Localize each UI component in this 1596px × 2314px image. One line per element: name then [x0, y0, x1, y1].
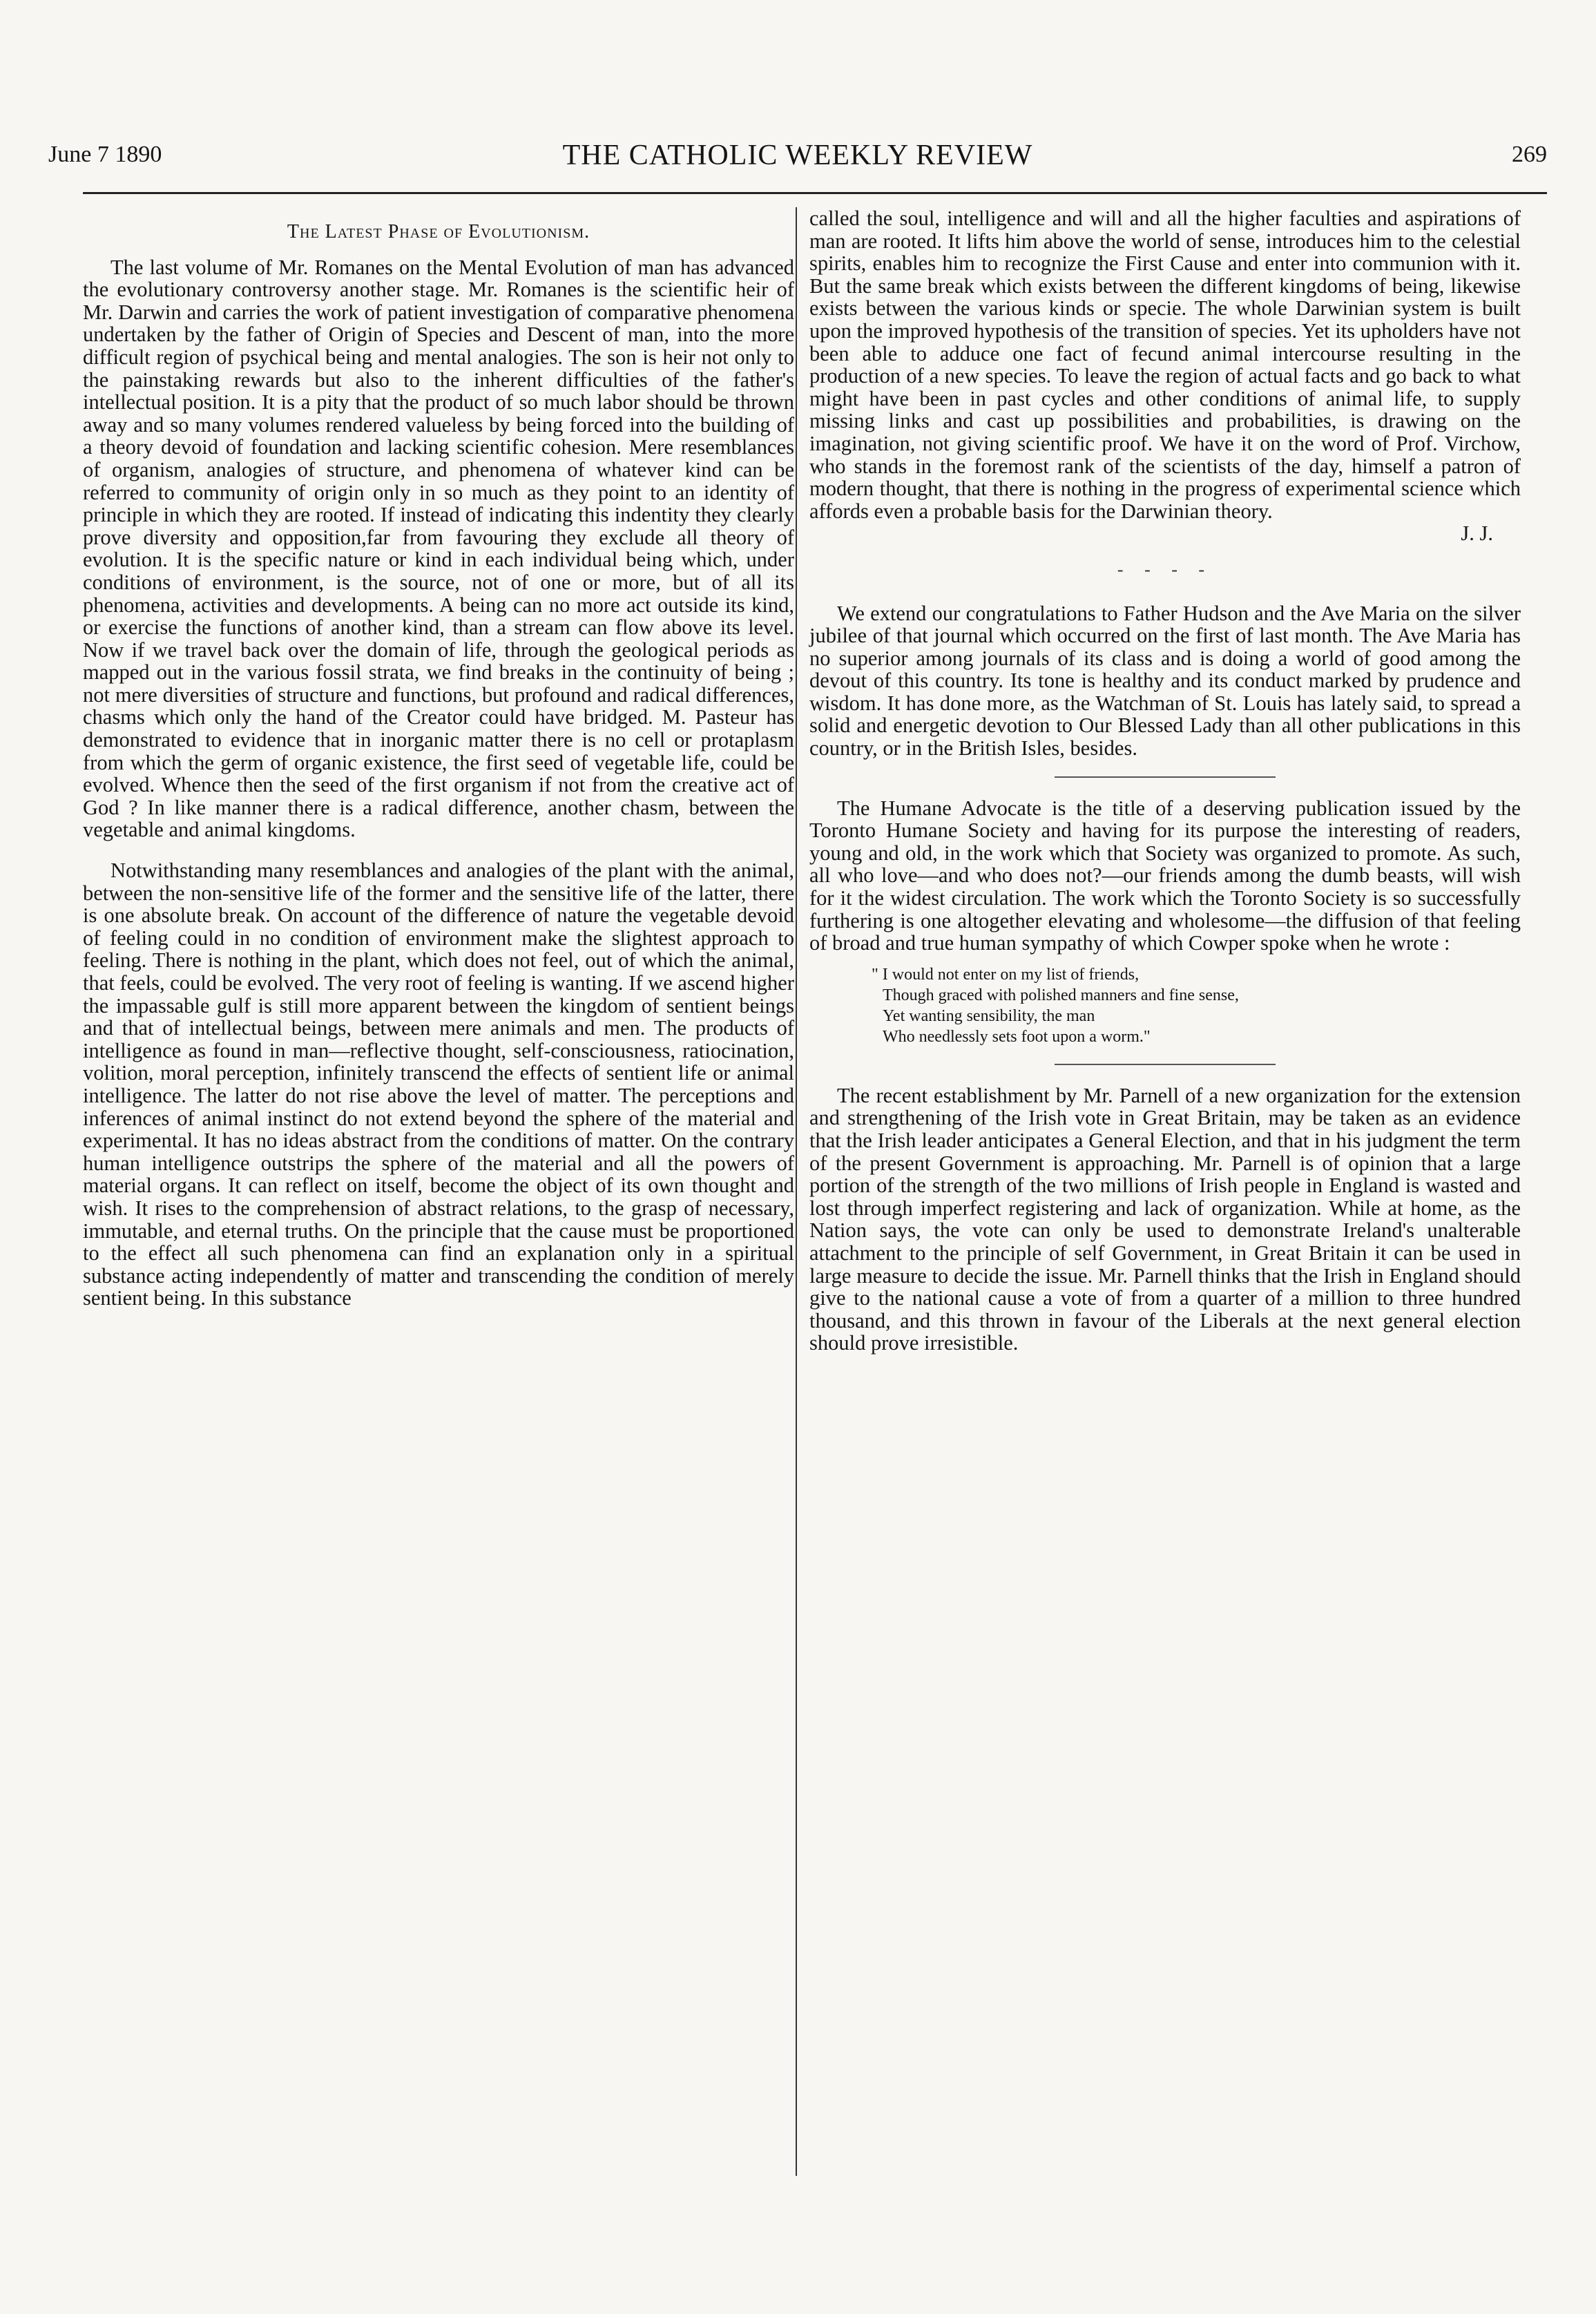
poem-line: Yet wanting sensibility, the man: [883, 1006, 1095, 1025]
article-paragraph: The last volume of Mr. Romanes on the Mental Evolution of man has advanced the evolutionary controversy another stage. Mr. Romanes is the scientific heir of Mr. Darwin and carries the work of patient investigation of comparative phenomena undertaken by the father of Origin of Species and Descent of man, into the more difficult region of psychical being and mental analogies. The son is heir not only to the painstaking rewards but also to the inherent difficulties of the father's intellectual position. It is a pity that the product of so much labor should be thrown away and so many volumes rendered valueless by being forced into the building of a theory devoid of foundation and lacking scientific cohesion. Mere resemblances of organism, analogies of structure, and phenomena of whatever kind can be referred to community of origin only in so much as they point to an identity of principle in which they are rooted. If instead of indicating this indentity they clearly prove diversity and opposition,far from favouring they exclude all theory of evolution. It is the specific nature or kind in each individual being which, under conditions of environment, is the source, not of one or more, but of all its phenomena, activities and developments. A being can no more act outside its kind, or exercise the functions of another kind, than a stream can flow above its level. Now if we travel back over the domain of life, through the geological periods as mapped out in the various fossil strata, we find breaks in the continuity of being ; not mere diversities of structure and functions, but profound and radical differences, chasms which only the hand of the Creator could have bridged. M. Pasteur has demonstrated to evidence that in inorganic matter there is no cell or protaplasm from which the germ of organic existence, the first seed of vegetable life, could be evolved. Whence then the seed of the first organism if not from the creative act of God ? In like manner there is a radical difference, another chasm, between the vegetable and animal kingdoms.: [83, 255, 794, 842]
news-item-ave-maria: We extend our congratulations to Father Hudson and the Ave Maria on the silver jubilee of that journal which occurred on the first of last month. The Ave Maria has no superior among journals of its class and is doing a world of good among the devout of this country. Its tone is healthy and its conduct marked by prudence and wisdom. It has done more, as the Watchman of St. Louis has lately said, to spread a solid and energetic devotion to Our Blessed Lady than all other publications in this country, or in the British Isles, besides.: [809, 601, 1521, 761]
article-paragraph-continued: called the soul, intelligence and will and all the higher faculties and aspirations of man are rooted. It lifts him above the world of sense, introduces him to the celestial spirits, enables him to recognize the First Cause and enter into communion with it. But the same break which exists between the different kingdoms of being, likewise exists between the various kinds or specie. The whole Darwinian system is built upon the improved hypothesis of the transition of species. Yet its upholders have not been able to adduce one fact of fecund animal intercourse resulting in the production of a new species. To leave the region of actual facts and go back to what might have been in past cycles and other conditions of animal life, to supply missing links and cast up possibilities and probabilities, is drawing on the imagination, not giving scientific proof. We have it on the word of Prof. Virchow, who stands in the foremost rank of the scientists of the day, himself a patron of modern thought, that there is nothing in the progress of experimental science which affords even a probable basis for the Darwinian theory.: [809, 207, 1521, 523]
article-title: The Latest Phase of Evolutionism.: [287, 221, 590, 242]
section-separator: - - - -: [1117, 559, 1213, 580]
article-paragraph: Notwithstanding many resemblances and analogies of the plant with the animal, between the non-sensitive life of the former and the sensitive life of the latter, there is one absolute break. On account of the difference of nature the vegetable devoid of feeling could in no condition of environment make the slightest approach to feeling. There is nothing in the plant, which does not feel, out of which the animal, that feels, could be evolved. The very root of feeling is wanting. If we ascend higher the impassable gulf is still more apparent between the kingdom of sentient beings and that of intellectual beings, between mere animals and men. The products of intelligence as found in man—reflective thought, self-consciousness, ratiocination, volition, moral perception, infinitely transcend the effects of sentient life or animal intelligence. The latter do not rise above the level of matter. The perceptions and inferences of animal instinct do not extend beyond the sphere of the material and experimental. It has no ideas abstract from the conditions of matter. On the contrary human intelligence outstrips the sphere of the material and all the powers of material organs. It can reflect on itself, become the object of its own thought and wish. It rises to the comprehension of abstract relations, to the grasp of necessary, immutable, and eternal truths. On the principle that the cause must be proportioned to the effect all such phenomena can find an explanation only in a spiritual substance acting independently of matter and transcending the condition of merely sentient being. In this substance: [83, 859, 794, 1310]
author-signature: J. J.: [1461, 522, 1493, 546]
poem-line: Who needlessly sets foot upon a worm.": [883, 1027, 1151, 1046]
poem-line: " I would not enter on my list of friends,: [872, 965, 1140, 984]
poem-line: Though graced with polished manners and fine sense,: [883, 986, 1239, 1004]
page-number: 269: [1512, 142, 1547, 167]
header-date: June 7 1890: [48, 142, 162, 167]
page-header: [48, 142, 1547, 183]
cowper-quotation: [872, 964, 1521, 1047]
column-divider: [796, 207, 797, 2176]
right-column: [809, 207, 1521, 1355]
section-divider: [1055, 1064, 1276, 1065]
header-rule: [83, 192, 1547, 194]
news-item-humane-advocate: The Humane Advocate is the title of a deserving publication issued by the Toronto Humane Society and having for its purpose the interesting of readers, young and old, in the work which that Society was organized to promote. As such, all who love—and who does not?—our friends among the dumb beasts, will wish for it the widest circulation. The work which the Toronto Society is so successfully furthering is one altogether elevating and wholesome—the diffusion of that feeling of broad and true human sympathy of which Cowper spoke when he wrote :: [809, 796, 1521, 955]
news-item-parnell: The recent establishment by Mr. Parnell of a new organization for the extension and strengthening of the Irish vote in Great Britain, may be taken as an evidence that the Irish leader anticipates a General Election, and that in his judgment the term of the present Government is approaching. Mr. Parnell is of opinion that a large portion of the strength of the two millions of Irish people in England is wasted and lost through imperfect registering and lack of organization. While at home, as the Nation says, the vote can only be used to demonstrate Ireland's unalterable attachment to the principle of self Government, in Great Britain it can be used in large measure to decide the issue. Mr. Parnell thinks that the Irish in England should give to the national cause a vote of from a quarter of a million to three hundred thousand, and this thrown in favour of the Liberals at the next general election should prove irresistible.: [809, 1083, 1521, 1355]
publication-title: THE CATHOLIC WEEKLY REVIEW: [562, 140, 1033, 171]
left-column: [83, 207, 794, 1310]
section-divider: [1055, 776, 1276, 778]
